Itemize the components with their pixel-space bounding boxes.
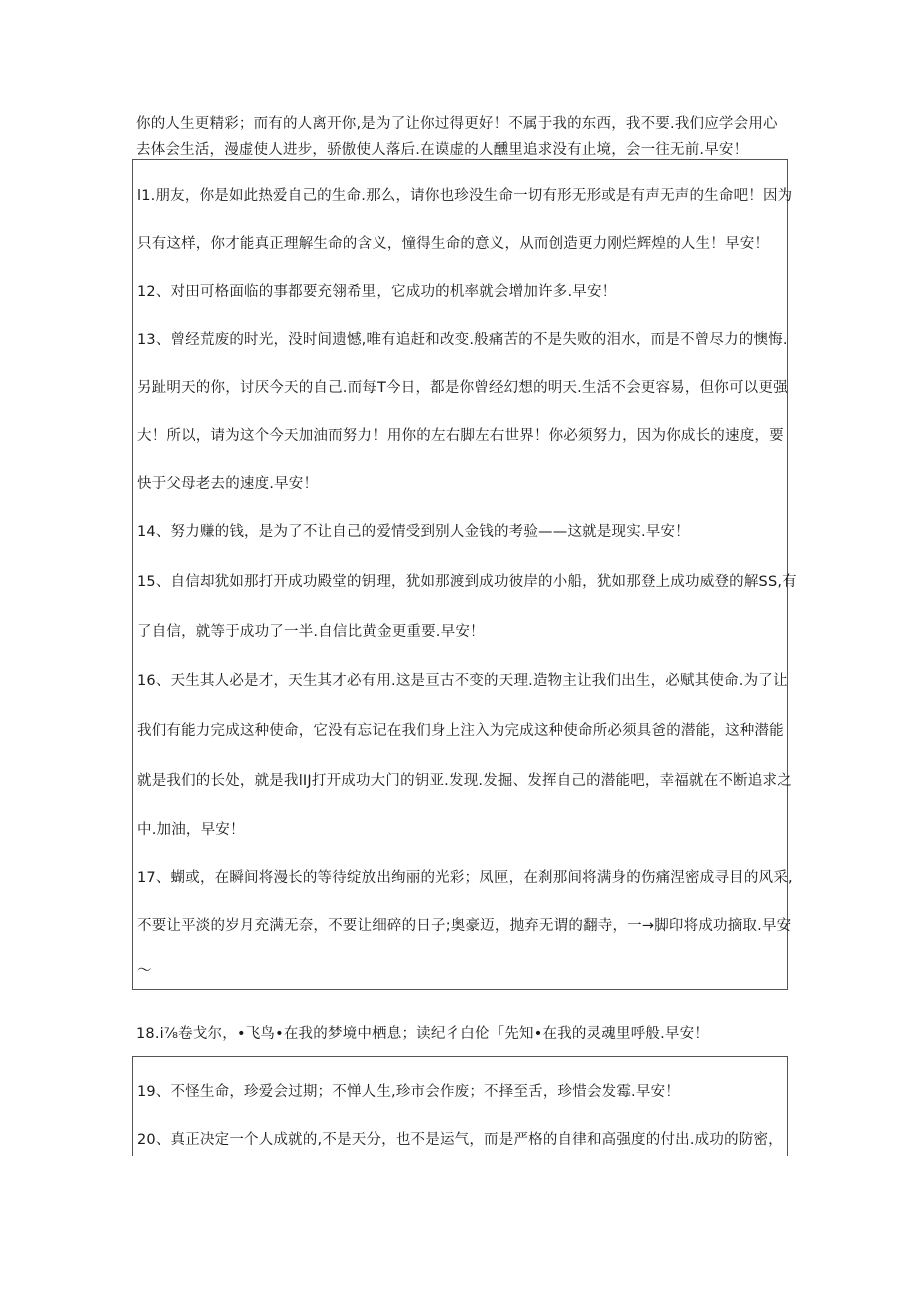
box1-line: 不要让平淡的岁月充满无奈，不要让细碎的日子;奥豪迈，抛弃无谓的翻寺，一→脚印将成功摘取.早安 bbox=[137, 918, 792, 934]
box1-line: 16、天生其人必是才，天生其才必有用.这是亘古不变的天理.造物主让我们出生，必赋其使命.为了让 bbox=[137, 673, 788, 689]
box1-line: 另趾明天的你，讨厌今天的自己.而每T今日，都是你曾经幻想的明天.生活不会更容易，但你可以更强 bbox=[137, 380, 788, 396]
box1-line: 只有这样，你才能真正理解生命的含义，憧得生命的意义，从而创造更力刚烂辉煌的人生！早安！ bbox=[137, 236, 770, 252]
box1-line: 我们有能力完成这种使命，它没有忘记在我们身上注入为完成这种使命所必须具爸的潜能，这种潜能 bbox=[137, 723, 784, 739]
box1-line: 就是我们的长处，就是我lIJ打开成功大门的钥亚.发现.发掘、发挥自己的潜能吧，幸福就在不断追求之 bbox=[137, 773, 792, 789]
box1-line: 15、自信却犹如那打开成功殿堂的钥理，犹如那渡到成功彼岸的小船，犹如那登上成功威登的解SS,有 bbox=[137, 574, 797, 590]
box1-line: 〜 bbox=[137, 963, 152, 979]
box1-line: l1.朋友，你是如此热爱自己的生命.那么，请你也珍没生命一切有形无形或是有声无声的生命吧！因为 bbox=[137, 188, 793, 204]
intro-line: 去体会生活，漫虚使人进步，骄傲使人落后.在谟虚的人醺里追求没有止境，会一往无前.早安！ bbox=[136, 142, 749, 158]
box2-line: 19、不怪生命，珍爱会过期；不惮人生,珍市会作废；不择至舌，珍惜会发霉.早安！ bbox=[137, 1084, 680, 1100]
box1-line: 12、对田可格面临的事都要充翎希里，它成功的机率就会增加许多.早安！ bbox=[137, 284, 617, 300]
box1-line: 14、努力赚的钱，是为了不让自己的爱情受到别人金钱的考验——这就是现实.早安！ bbox=[137, 524, 690, 540]
box1-line: 了自信，就等于成功了一半.自信比黄金更重要.早安！ bbox=[137, 624, 485, 640]
box2-line: 20、真正决定一个人成就的,不是天分，也不是运气，而是严格的自律和高强度的付出.成功的防密， bbox=[137, 1132, 783, 1148]
content-box-2 bbox=[132, 1056, 788, 1156]
content-box-1 bbox=[132, 159, 797, 990]
box1-line: 17、蝴或，在瞬间将漫长的等待绽放出绚丽的光彩；凤匣，在刹那间将满身的伤痛涅密成寻目的风采, bbox=[137, 870, 793, 886]
box1-line: 中.加油，早安！ bbox=[137, 822, 245, 838]
intro-line: 你的人生更精彩；而有的人离开你,是为了让你过得更好！不属于我的东西，我不要.我们应学会用心 bbox=[136, 116, 778, 132]
box1-line: 快于父母老去的速度.早安！ bbox=[137, 476, 319, 492]
middle-paragraph: 18.i⅞卷戈尔，•飞鸟•在我的梦境中栖息；读纪彳白伦「先知•在我的灵魂里呼般.早安！ bbox=[136, 1026, 710, 1042]
box1-line: 13、曾经荒废的时光，没时间遗憾,唯有追赶和改变.般痛苦的不是失败的泪水，而是不曾尽力的懊悔. bbox=[137, 332, 788, 348]
box1-line: 大！所以，请为这个今天加油而努力！用你的左右脚左右世界！你必须努力，因为你成长的速度，要 bbox=[137, 428, 784, 444]
